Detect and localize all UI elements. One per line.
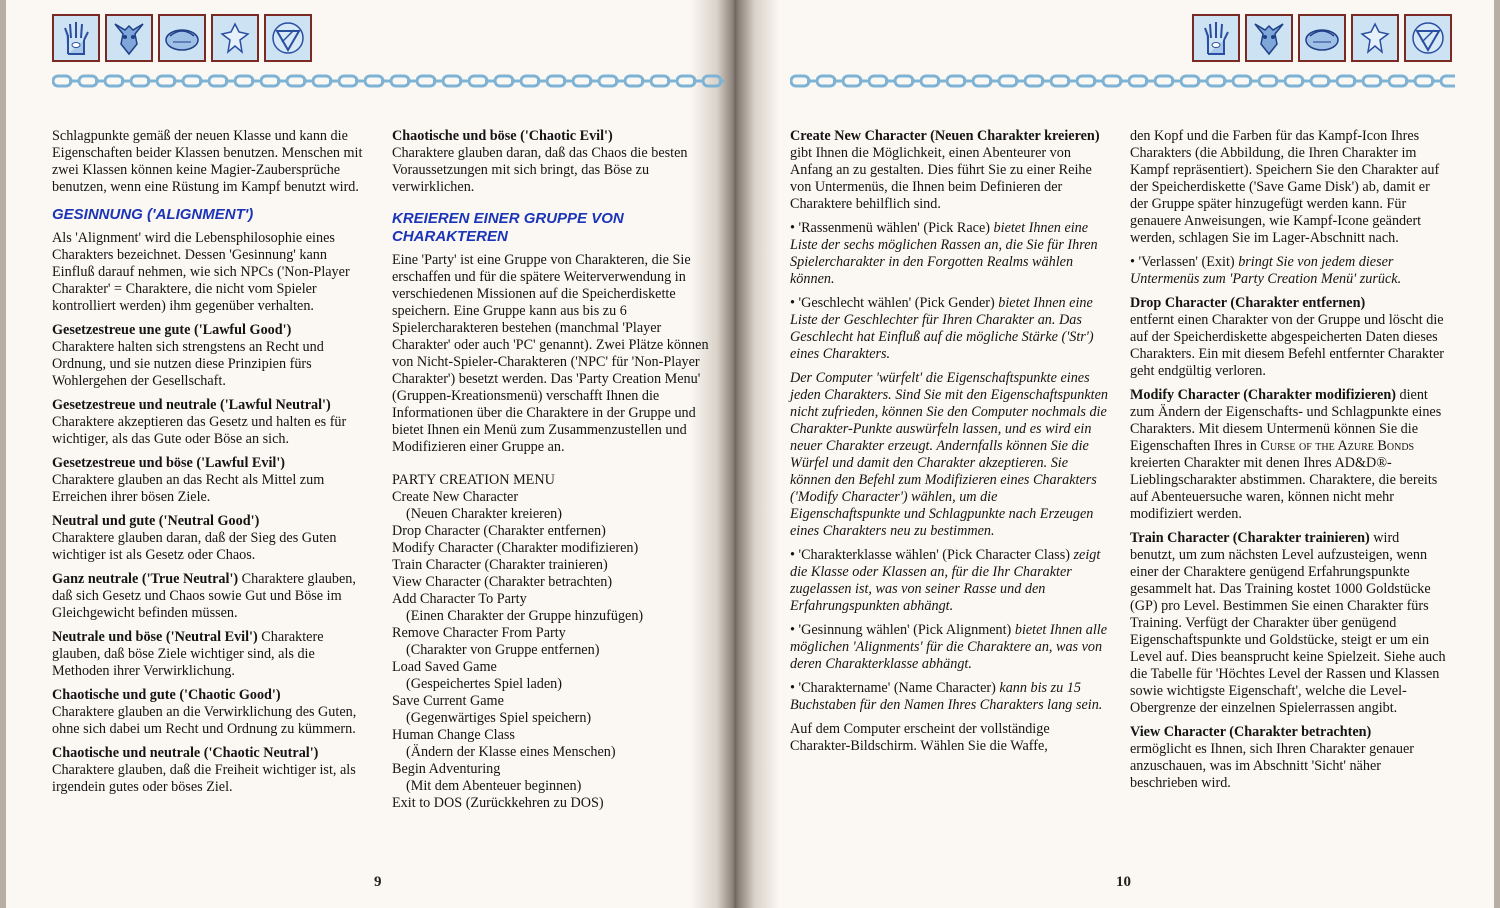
hand-icon xyxy=(52,14,100,62)
right-page-column-2 xyxy=(1130,128,1448,799)
menu-line: View Character (Charakter betrachten) xyxy=(392,574,613,590)
name-label: 'Charaktername' (Name Character) xyxy=(798,680,996,696)
drop-term: Drop Character (Charakter entfernen) xyxy=(1130,295,1366,311)
bullet-alignment: • 'Gesinnung wählen' (Pick Alignment) bietet Ihnen alle möglichen 'Alignments' für die Charaktere an, was von deren Charakterklasse abhängt. xyxy=(790,622,1108,672)
icon-strip-left xyxy=(52,14,312,62)
intro-paragraph: Schlagpunkte gemäß der neuen Klasse und kann die Eigenschaften beider Klassen benutzen. Menschen mit zwei Klassen können keine Magier-Zaubersprüche benutzen, wenn eine Rüstung im Kampf benutzt wird. xyxy=(52,128,363,195)
screen-paragraph: Auf dem Computer erscheint der vollständige Charakter-Bildschirm. Wählen Sie die Waffe, xyxy=(790,721,1050,754)
create-paragraph xyxy=(790,128,1108,213)
bullet-class: • 'Charakterklasse wählen' (Pick Character Class) zeigt die Klasse oder Klassen an, für die Ihr Charakter zugelassen ist, was von seiner Rasse und den Erfahrungspunkten abhängt. xyxy=(790,547,1101,614)
chain-divider-right xyxy=(790,70,1455,92)
alignment-desc: Charaktere akzeptieren das Gesetz und halten es für wichtiger, als das Gute oder Böse an sich. xyxy=(52,414,347,447)
alignment-entry xyxy=(52,513,370,564)
menu-line: (Ändern der Klasse eines Menschen) xyxy=(406,744,616,760)
page-edge-right xyxy=(1494,0,1500,908)
left-page-column-1 xyxy=(52,128,370,803)
right-page-column-1 xyxy=(790,128,1108,762)
menu-line: (Gegenwärtiges Spiel speichern) xyxy=(406,710,592,726)
race-text: bietet Ihnen eine Liste der sechs möglichen Rassen an, die Sie für Ihren Spielercharakter in den Forgotten Realms wählen können. xyxy=(790,220,1098,287)
alignment-heading: GESINNUNG ('ALIGNMENT') xyxy=(52,206,254,223)
icon-strip-right xyxy=(1192,14,1452,62)
alignment-entry xyxy=(52,322,370,390)
alignment-entry xyxy=(52,745,370,796)
alignment-entry xyxy=(52,397,370,448)
demon-icon xyxy=(105,14,153,62)
bullet-name: • 'Charaktername' (Name Character) kann bis zu 15 Buchstaben für den Namen Ihres Charakters lang sein. xyxy=(790,680,1103,713)
train-term: Train Character (Charakter trainieren) xyxy=(1130,530,1370,546)
angel-icon xyxy=(211,14,259,62)
menu-line: Create New Character xyxy=(392,489,519,505)
left-page-column-2 xyxy=(392,128,710,812)
alignment-term: Neutrale und böse ('Neutral Evil') xyxy=(52,629,258,645)
menu-line: (Mit dem Abenteuer beginnen) xyxy=(406,778,582,794)
roll-paragraph: Der Computer 'würfelt' die Eigenschaftspunkte eines jeden Charakters. Sind Sie mit den Eigenschaftspunkten nicht zufrieden, können Sie den Computer nochmals die Charakter-Punkte auswürfeln lassen, und es wird ein neuer Charakter erzeugt. Andernfalls können Sie die Würfel und damit den Charakter akzeptieren. Sie können den Befehl zum Modifizieren eines Charakters ('Modify Character') wählen, um die Eigenschaftspunkte und Schlagpunkte nach Erzeugen eines Charakters neu zu bestimmen. xyxy=(790,370,1108,539)
party-heading: KREIEREN EINER GRUPPE VON CHARAKTEREN xyxy=(392,210,624,245)
train-paragraph xyxy=(1130,530,1448,717)
page-number-right: 10 xyxy=(1116,874,1131,890)
modify-term: Modify Character (Charakter modifizieren) xyxy=(1130,387,1396,403)
bullet-race: • 'Rassenmenü wählen' (Pick Race) bietet Ihnen eine Liste der sechs möglichen Rassen an, die Sie für Ihren Spielercharakter in den Forgotten Realms wählen können. xyxy=(790,220,1098,287)
alignment-entry xyxy=(52,687,370,738)
view-text: ermöglicht es Ihnen, sich Ihren Charakter genauer anzuschauen, was im Abschnitt 'Sicht' näher beschrieben wird. xyxy=(1130,741,1415,791)
view-paragraph xyxy=(1130,724,1448,792)
alignment-term: Gesetzestreue und böse ('Lawful Evil') xyxy=(52,455,286,471)
create-text: gibt Ihnen die Möglichkeit, einen Abenteurer von Anfang an zu gestalten. Dies führt Sie zu einer Reihe von Untermenüs, die Ihnen beim Definieren der Charaktere behilflich sind. xyxy=(790,145,1092,212)
alignment-term: Neutral und gute ('Neutral Good') xyxy=(52,513,260,529)
game-title: Curse of the Azure Bonds xyxy=(1260,438,1415,454)
align-text: bietet Ihnen alle möglichen 'Alignments' für die Charaktere an, was von deren Charakterklasse abhängt. xyxy=(790,622,1108,672)
alignment-desc: Charaktere glauben, daß böse Ziele wichtiger sind, als die Methoden ihrer Verwirklichung. xyxy=(52,629,324,679)
exit-label: 'Verlassen' (Exit) xyxy=(1138,254,1235,270)
alignment-entry xyxy=(52,571,370,622)
class-text: zeigt die Klasse oder Klassen an, für die Ihr Charakter zugelassen ist, was von seiner Rasse und den Erfahrungspunkten abhängt. xyxy=(790,547,1101,614)
menu-line: Human Change Class xyxy=(392,727,515,743)
gender-text: bietet Ihnen eine Liste der Geschlechter für Ihren Charakter an. Das Geschlecht hat Einfluß auf die mögliche Stärke ('Str') eines Charakters. xyxy=(790,295,1094,362)
modify-text: dient zum Ändern der Eigenschafts- und Schlagpunkte eines Charakters. Mit diesem Untermenü können Sie die Eigenschaften Ihres in xyxy=(1130,387,1442,454)
menu-line: (Gespeichertes Spiel laden) xyxy=(406,676,563,692)
alignment-entry xyxy=(52,455,370,506)
dragon-icon xyxy=(158,14,206,62)
view-term: View Character (Charakter betrachten) xyxy=(1130,724,1372,740)
alignment-term: Chaotische und neutrale ('Chaotic Neutral') xyxy=(52,745,319,761)
chain-divider-left xyxy=(52,70,724,92)
alignment-desc: Charaktere glauben, daß die Freiheit wichtiger ist, als irgendein gutes oder böses Ziel. xyxy=(52,762,356,795)
menu-line: Modify Character (Charakter modifizieren) xyxy=(392,540,639,556)
bullet-gender: • 'Geschlecht wählen' (Pick Gender) bietet Ihnen eine Liste der Geschlechter für Ihren Charakter an. Das Geschlecht hat Einfluß auf die mögliche Stärke ('Str') eines Charakters. xyxy=(790,295,1094,362)
party-paragraph: Eine 'Party' ist eine Gruppe von Charakteren, die Sie erschaffen und für die spätere Weiterverwendung in verschiedenen Missionen auf die Speicherdiskette speichern. Eine Gruppe kann aus bis zu 6 Spielercharakteren bestehen (manchmal 'Player Charakter' oder auch 'PC' genannt). Zwei Plätze können von Nicht-Spieler-Charakteren ('NPC' für 'Non-Player Charakter') besetzt werden. Das 'Party Creation Menu' (Gruppen-Kreationsmenü) verschafft Ihnen die Informationen über die Charaktere in der Gruppe und bietet Ihnen ein Menü zum Zusammenzustellen und Modifizieren einer Gruppe an. xyxy=(392,252,709,455)
menu-line: Exit to DOS (Zurückkehren zu DOS) xyxy=(392,795,604,811)
hand-icon xyxy=(1192,14,1240,62)
race-label: 'Rassenmenü wählen' (Pick Race) xyxy=(798,220,990,236)
page-number-left: 9 xyxy=(374,874,382,890)
menu-line: (Einen Charakter der Gruppe hinzufügen) xyxy=(406,608,644,624)
menu-line: Drop Character (Charakter entfernen) xyxy=(392,523,606,539)
party-creation-menu xyxy=(392,472,710,812)
class-label: 'Charakterklasse wählen' (Pick Character Class) xyxy=(798,547,1070,563)
menu-line: Save Current Game xyxy=(392,693,504,709)
alignment-term: Ganz neutrale ('True Neutral') xyxy=(52,571,239,587)
alignment-entry xyxy=(52,629,370,680)
alignment-desc: Charaktere glauben daran, daß das Chaos die besten Voraussetzungen mit sich bringt, das Böse zu verwirklichen. xyxy=(392,145,688,195)
alignment-term: Chaotische und böse ('Chaotic Evil') xyxy=(392,128,613,144)
menu-line: Remove Character From Party xyxy=(392,625,566,641)
drop-text: entfernt einen Charakter von der Gruppe und löscht die auf der Speicherdiskette abgespeicherten Daten dieses Charakters. Ein mit diesem Befehl entfernter Charakter geht endgültig verloren. xyxy=(1130,312,1444,379)
menu-line: Train Character (Charakter trainieren) xyxy=(392,557,608,573)
angel-icon xyxy=(1351,14,1399,62)
menu-line: (Neuen Charakter kreieren) xyxy=(406,506,562,522)
menu-line: Begin Adventuring xyxy=(392,761,501,777)
alignment-desc: Charaktere glauben, daß sich Gesetz und Chaos sowie Gut und Böse im Gleichgewicht befinden müssen. xyxy=(52,571,356,621)
modify-text-2: kreierten Charakter mit denen Ihres AD&D®-Lieblingscharakter abstimmen. Charaktere, die bereits auf Abenteuersuche waren, können nicht mehr modifiziert werden. xyxy=(1130,455,1438,522)
triangle-icon xyxy=(1404,14,1452,62)
alignment-term: Chaotische und gute ('Chaotic Good') xyxy=(52,687,281,703)
dragon-icon xyxy=(1298,14,1346,62)
drop-paragraph xyxy=(1130,295,1448,380)
alignment-desc: Charaktere glauben daran, daß der Sieg des Guten wichtiger ist als Gesetz oder Chaos. xyxy=(52,530,337,563)
modify-paragraph xyxy=(1130,387,1448,523)
alignment-desc: Charaktere glauben an das Recht als Mittel zum Erreichen ihrer bösen Ziele. xyxy=(52,472,325,505)
alignment-entry xyxy=(392,128,710,196)
alignment-desc: Charaktere halten sich strengstens an Recht und Ordnung, und sie nutzen diese Prinzipien fürs Wohlergehen der Gesellschaft. xyxy=(52,339,324,389)
menu-line: Add Character To Party xyxy=(392,591,527,607)
align-label: 'Gesinnung wählen' (Pick Alignment) xyxy=(798,622,1012,638)
train-text: wird benutzt, um zum nächsten Level aufzusteigen, wenn einer der Charaktere genügend Erfahrungspunkte gesammelt hat. Das Training kostet 1000 Goldstücke (GP) pro Level. Bestimmen Sie einen Charakter fürs Training. Verfügt der Charakter über genügend Eigenschaftspunkte und Goldstücke, steigt er um ein Level auf. Dies beansprucht keine Spielzeit. Siehe auch die Tabelle für 'Höchtes Level der Rassen und Klassen sowie wichtigste Eigenschaft', welche die Level-Obergrenze der einzelnen Spielerrassen angibt. xyxy=(1130,530,1446,716)
gender-label: 'Geschlecht wählen' (Pick Gender) xyxy=(798,295,995,311)
create-term: Create New Character (Neuen Charakter kreieren) xyxy=(790,128,1100,144)
alignment-term: Gesetzestreue une gute ('Lawful Good') xyxy=(52,322,292,338)
name-text: kann bis zu 15 Buchstaben für den Namen Ihres Charakters lang sein. xyxy=(790,680,1103,713)
bullet-exit: • 'Verlassen' (Exit) bringt Sie von jedem dieser Untermenüs zum 'Party Creation Menü' zurück. xyxy=(1130,254,1402,287)
alignment-desc: Charaktere glauben an die Verwirklichung des Guten, ohne sich dabei um Recht und Ordnung zu kümmern. xyxy=(52,704,357,737)
menu-line: Load Saved Game xyxy=(392,659,497,675)
icon-paragraph: den Kopf und die Farben für das Kampf-Icon Ihres Charakters (die Abbildung, die Ihren Charakter im Kampf repräsentiert). Speichern Sie den Charakter auf der Speicherdiskette ('Save Game Disk') ab, damit er der Gruppe später hinzugefügt werden kann. Für genauere Anweisungen, wie Kampf-Icone geändert werden, schlagen Sie im Lager-Abschnitt nach. xyxy=(1130,128,1440,246)
menu-title: PARTY CREATION MENU xyxy=(392,472,555,488)
triangle-icon xyxy=(264,14,312,62)
alignment-paragraph: Als 'Alignment' wird die Lebensphilosophie eines Charakters bezeichnet. Dessen 'Gesinnung' kann Einfluß darauf nehmen, wie sich NPCs ('Non-Player Charakter' = Charaktere, die nicht vom Spieler kontrolliert werden) ihm gegenüber verhalten. xyxy=(52,230,350,314)
alignment-term: Gesetzestreue und neutrale ('Lawful Neutral') xyxy=(52,397,331,413)
exit-text: bringt Sie von jedem dieser Untermenüs zum 'Party Creation Menü' zurück. xyxy=(1130,254,1402,287)
demon-icon xyxy=(1245,14,1293,62)
page-edge-left xyxy=(0,0,6,908)
menu-line: (Charakter von Gruppe entfernen) xyxy=(406,642,600,658)
